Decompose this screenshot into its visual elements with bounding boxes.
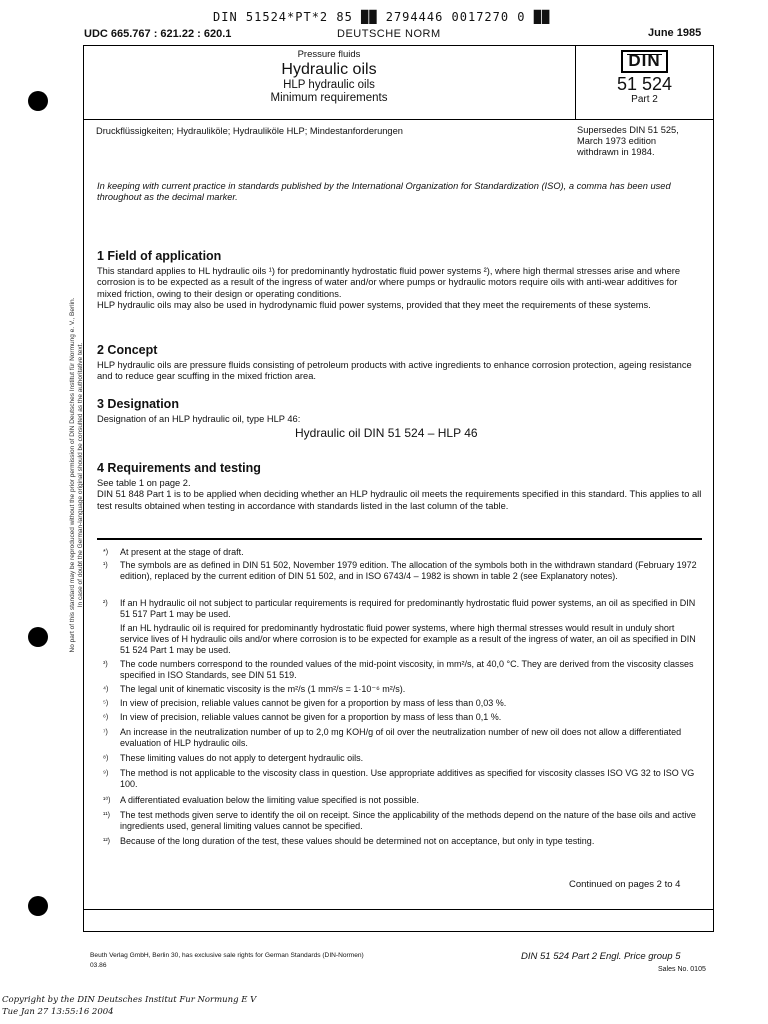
reproduction-notice bbox=[69, 215, 85, 735]
footnote-text: A differentiated evaluation below the limiting value specified is not possible. bbox=[120, 795, 420, 805]
designation-example: Hydraulic oil DIN 51 524 – HLP 46 bbox=[295, 426, 478, 440]
title-sub1: HLP hydraulic oils bbox=[283, 79, 375, 91]
footnote-mark: ⁵) bbox=[103, 700, 109, 707]
din-number: 51 524 bbox=[616, 74, 673, 94]
footnote bbox=[103, 623, 703, 656]
deutsche-norm: DEUTSCHE NORM bbox=[337, 28, 441, 40]
footnote bbox=[103, 547, 703, 558]
footer-din-ref: DIN 51 524 Part 2 Engl. Price group 5 bbox=[521, 951, 681, 962]
german-title: Druckflüssigkeiten; Hydrauliköle; Hydrauliköle HLP; Mindestanforderungen bbox=[96, 126, 403, 136]
title-rule bbox=[83, 119, 714, 120]
section-3-heading: 3 Designation bbox=[97, 397, 179, 411]
footnote-mark: ²) bbox=[103, 600, 108, 607]
footnote-mark: *) bbox=[103, 549, 109, 556]
footnote-text: The legal unit of kinematic viscosity is the m²/s (1 mm²/s = 1·10⁻⁶ m²/s). bbox=[120, 684, 406, 694]
footnote bbox=[103, 698, 703, 709]
section-4-text bbox=[97, 478, 702, 512]
supersedes-line: Supersedes DIN 51 525, bbox=[577, 125, 679, 135]
udc-code: UDC 665.767 : 621.22 : 620.1 bbox=[84, 28, 232, 40]
footnote-text: In view of precision, reliable values cannot be given for a proportion by mass of less than 0,03 %. bbox=[120, 698, 507, 708]
section-3-text: Designation of an HLP hydraulic oil, type HLP 46: bbox=[97, 414, 301, 424]
footnote bbox=[103, 712, 703, 723]
footnote-text: An increase in the neutralization number of up to 2,0 mg KOH/g of oil over the neutralization number of new oil does not allow a differentiated evaluation of HLP hydraulic oils. bbox=[120, 727, 682, 748]
footnote bbox=[103, 659, 703, 681]
footer-rule-1 bbox=[83, 909, 714, 910]
din-box bbox=[576, 50, 713, 105]
footnote bbox=[103, 836, 703, 847]
section-2-text: HLP hydraulic oils are pressure fluids consisting of petroleum products with active ingredients to enhance corrosion protection, ageing resistance and to reduce gear scuffing in the mixed friction area. bbox=[97, 360, 692, 382]
reproduction-notice-line: In case of doubt the German-language original should be consulted as the authoritative text. bbox=[77, 342, 84, 608]
footnote bbox=[103, 753, 703, 764]
supersedes-line: withdrawn in 1984. bbox=[577, 147, 655, 157]
din-part: Part 2 bbox=[631, 94, 658, 105]
binder-hole-top bbox=[28, 91, 48, 111]
footnote-mark: ¹¹) bbox=[103, 812, 110, 819]
footnote-text: The code numbers correspond to the rounded values of the mid-point viscosity, in mm²/s, at 40,0 °C. They are derived from the viscosity classes specified in ISO Standards, see DIN 51 519. bbox=[120, 659, 694, 680]
footer-publisher: Beuth Verlag GmbH, Berlin 30, has exclusive sale rights for German Standards (DIN-Normen) bbox=[90, 952, 364, 959]
footnote-text: If an HL hydraulic oil is required for predominantly hydrostatic fluid power systems, where high thermal stresses would result in unduly short service lives of H hydraulic oils and/or where corrosion is to be expected for example as a result of the ingress of water, an oil as specified in DIN 51 524 Part 1 may be used. bbox=[120, 623, 696, 655]
footnote-mark: ³) bbox=[103, 661, 108, 668]
footnote bbox=[103, 810, 703, 832]
section-1-heading: 1 Field of application bbox=[97, 249, 222, 263]
footnote-mark: ⁴) bbox=[103, 686, 109, 693]
footnote-text: In view of precision, reliable values cannot be given for a proportion by mass of less than 0,1 %. bbox=[120, 712, 502, 722]
copyright-line: Copyright by the DIN Deutsches Institut Fur Normung E V bbox=[2, 995, 257, 1005]
footnote bbox=[103, 598, 703, 620]
section-1-paragraph-2: HLP hydraulic oils may also be used in hydrodynamic fluid power systems, provided that they meet the requirements of these systems. bbox=[97, 300, 651, 311]
footnote-mark: ⁸) bbox=[103, 755, 109, 762]
reproduction-notice-line: No part of this standard may be reproduced without the prior permission of DIN Deutsches Institut für Normung e. V., Berlin. bbox=[69, 297, 76, 653]
title-sub2: Minimum requirements bbox=[270, 92, 388, 104]
section-2-heading: 2 Concept bbox=[97, 343, 158, 357]
footnote-text: The method is not applicable to the viscosity class in question. Use appropriate additives as specified for viscosity classes ISO VG 32 to ISO VG 100. bbox=[120, 768, 695, 789]
copyright-timestamp: Tue Jan 27 13:55:16 2004 bbox=[2, 1007, 114, 1017]
footnote-text: At present at the stage of draft. bbox=[120, 547, 244, 557]
footnote bbox=[103, 795, 703, 806]
footnote-mark: ⁷) bbox=[103, 729, 108, 736]
footnote bbox=[103, 684, 703, 695]
footnote-mark: ⁹) bbox=[103, 770, 109, 777]
footer-code: 03.86 bbox=[90, 962, 107, 969]
decimal-marker-note: In keeping with current practice in standards published by the International Organization for Standardization (ISO), a comma has been used throughout as the decimal marker. bbox=[97, 181, 671, 203]
section-4-heading: 4 Requirements and testing bbox=[97, 461, 261, 475]
footnote-mark: ¹²) bbox=[103, 838, 110, 845]
footnote bbox=[103, 727, 703, 749]
footnote-text: The test methods given serve to identify the oil on receipt. Since the applicability of the methods depend on the nature of the base oils and active ingredients used, general limiting values cannot be specified. bbox=[120, 810, 696, 831]
continued-note: Continued on pages 2 to 4 bbox=[569, 879, 681, 890]
footnote-text: Because of the long duration of the test, these values should be determined not on acceptance, but only in type testing. bbox=[120, 836, 595, 846]
din-logo bbox=[621, 50, 667, 73]
footnote-text: These limiting values do not apply to detergent hydraulic oils. bbox=[120, 753, 364, 763]
footnote-text: If an H hydraulic oil not subject to particular requirements is required for predominantly hydrostatic fluid power systems, an oil as specified in DIN 51 517 Part 1 may be used. bbox=[120, 598, 696, 619]
supersedes-note bbox=[577, 125, 679, 158]
footer-sales-no: Sales No. 0105 bbox=[658, 966, 706, 973]
footnote-mark: ¹⁰) bbox=[103, 797, 111, 804]
section-4-paragraph-2: DIN 51 848 Part 1 is to be applied when deciding whether an HLP hydraulic oil meets the requirements specified in this standard. This applies to all test results obtained when testing in accordance with standards listed in the last column of the table. bbox=[97, 489, 702, 511]
section-1-paragraph-1: This standard applies to HL hydraulic oils ¹) for predominantly hydrostatic fluid power systems ²), where high thermal stresses arise and where corrosion is to be expected as a result of the ingress of water and/or where pumps or hydraulic motors require oils with anti-wear additives for mixed friction, owing to their design or operating conditions. bbox=[97, 266, 681, 299]
section-4-paragraph-1: See table 1 on page 2. bbox=[97, 478, 191, 488]
title-main: Hydraulic oils bbox=[281, 61, 377, 78]
footnote bbox=[103, 768, 703, 790]
title-pre: Pressure fluids bbox=[297, 49, 361, 60]
footnote-mark: ⁶) bbox=[103, 714, 109, 721]
issue-date: June 1985 bbox=[648, 27, 702, 39]
supersedes-line: March 1973 edition bbox=[577, 136, 657, 146]
footnote bbox=[103, 560, 703, 582]
din-logo-text: DIN bbox=[628, 51, 661, 70]
section-1-text bbox=[97, 266, 702, 312]
title-block bbox=[84, 49, 574, 105]
binder-hole-bottom bbox=[28, 896, 48, 916]
binder-hole-middle bbox=[28, 627, 48, 647]
barcode-line: DIN 51524*PT*2 85 ██ 2794446 0017270 0 ██ bbox=[213, 10, 551, 24]
footnote-mark: ¹) bbox=[103, 562, 108, 569]
footnote-separator bbox=[97, 538, 702, 540]
footnote-text: The symbols are as defined in DIN 51 502, November 1979 edition. The allocation of the symbols both in the withdrawn standard (February 1972 edition), replaced by the current edition of DIN 51 502, and in ISO 6743/4 – 1982 is shown in table 2 (see Explanatory notes). bbox=[120, 560, 697, 581]
